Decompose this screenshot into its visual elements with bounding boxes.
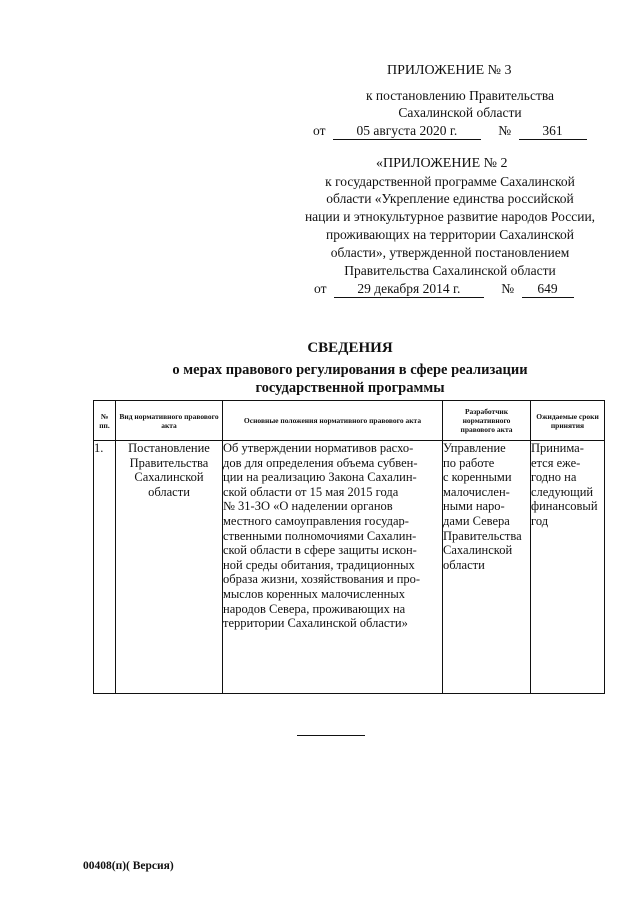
program-ref-line4: проживающих на территории Сахалинской <box>326 227 574 242</box>
terms-line: следующий <box>531 484 594 499</box>
terms-line: Принима- <box>531 441 584 455</box>
regulation-table <box>93 400 605 694</box>
developer-line: Управление <box>443 441 506 455</box>
col-header-provisions: Основные положения нормативного правового акта <box>223 401 443 441</box>
appendix-3-title: ПРИЛОЖЕНИЕ № 3 <box>387 63 512 78</box>
table-header-row <box>94 401 605 441</box>
decree-ref-line1: к постановлению Правительства <box>365 88 555 103</box>
decree-number: 361 <box>519 123 587 140</box>
act-type-line: Правительства <box>129 455 209 470</box>
developer-line: ными наро- <box>443 499 505 514</box>
provisions-line: ской области в сфере защиты искон- <box>223 543 417 558</box>
program-number: 649 <box>522 281 574 298</box>
terms-line: ется еже- <box>531 455 581 470</box>
provisions-line: Об утверждении нормативов расхо- <box>223 441 414 455</box>
program-ref-line3: нации и этнокультурное развитие народов России, <box>304 209 596 224</box>
provisions-line: территории Сахалинской области» <box>223 616 408 631</box>
ot-label-2: от <box>314 281 327 296</box>
number-sign-2: № <box>501 281 515 296</box>
provisions-line: ской области от 15 мая 2015 года <box>223 484 399 499</box>
developer-line: по работе <box>443 455 495 470</box>
table-row <box>94 441 605 694</box>
row-number: 1. <box>94 441 116 694</box>
provisions-line: мыслов коренных малочисленных <box>223 586 405 601</box>
row-provisions <box>223 441 443 694</box>
program-date-line <box>314 281 574 298</box>
col-header-terms: Ожидаемые сроки принятия <box>531 401 605 441</box>
developer-line: с коренными <box>443 470 512 485</box>
decree-ref-line2: Сахалинской области <box>398 105 522 120</box>
col-header-developer: Разработчик нормативного правового акта <box>443 401 531 441</box>
provisions-line: № 31-ЗО «О наделении органов <box>223 499 393 514</box>
page-title: СВЕДЕНИЯ <box>307 340 393 356</box>
act-type-line: области <box>148 484 190 499</box>
col-header-number: № пп. <box>94 401 116 441</box>
end-divider <box>297 735 365 736</box>
ot-label: от <box>313 123 326 138</box>
document-code: 00408(п)( Версия) <box>83 860 174 872</box>
terms-line: год <box>531 513 549 528</box>
provisions-line: ственными полномочиями Сахалин- <box>223 528 417 543</box>
row-developer <box>443 441 531 694</box>
developer-line: дами Севера <box>443 513 510 528</box>
act-type-line: Постановление <box>128 441 210 455</box>
program-ref-line1: к государственной программе Сахалинской <box>325 174 575 189</box>
decree-date: 05 августа 2020 г. <box>333 123 481 140</box>
terms-line: годно на <box>531 470 577 485</box>
program-ref-line6: Правительства Сахалинской области <box>344 263 556 278</box>
row-act-type <box>116 441 223 694</box>
program-ref-line2: области «Укрепление единства российской <box>326 191 574 206</box>
program-date: 29 декабря 2014 г. <box>334 281 484 298</box>
provisions-line: ции на реализацию Закона Сахалин- <box>223 470 417 485</box>
col-header-act-type: Вид нормативного правового акта <box>116 401 223 441</box>
act-type-line: Сахалинской <box>134 470 204 485</box>
page-subtitle-line2: государственной программы <box>255 380 445 396</box>
developer-line: малочислен- <box>443 484 510 499</box>
page-subtitle-line1: о мерах правового регулирования в сфере реализации <box>172 362 528 378</box>
developer-line: Сахалинской <box>443 543 513 558</box>
terms-line: финансовый <box>531 499 598 514</box>
developer-line: Правительства <box>443 528 522 543</box>
provisions-line: местного самоуправления государ- <box>223 513 409 528</box>
row-terms <box>531 441 605 694</box>
provisions-line: народов Севера, проживающих на <box>223 601 406 616</box>
provisions-line: ной среды обитания, традиционных <box>223 557 415 572</box>
decree-date-line <box>313 123 587 140</box>
appendix-2-title: «ПРИЛОЖЕНИЕ № 2 <box>376 156 508 171</box>
provisions-line: дов для определения объема субвен- <box>223 455 418 470</box>
program-ref-line5: области», утвержденной постановлением <box>330 245 570 260</box>
provisions-line: образа жизни, хозяйствования и про- <box>223 572 421 587</box>
number-sign: № <box>498 123 512 138</box>
developer-line: области <box>443 557 485 572</box>
